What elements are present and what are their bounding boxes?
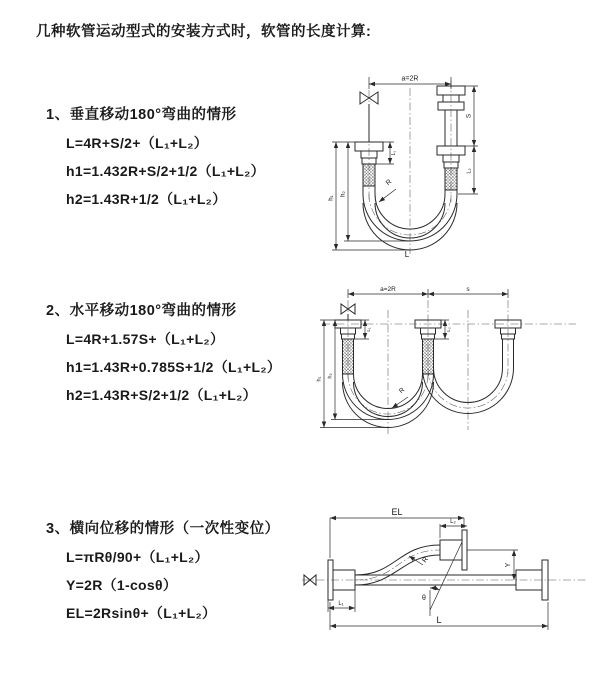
diagram-horizontal-180-bend — [308, 284, 588, 446]
dim-label-l1: L₁ — [367, 327, 372, 332]
dim-label-y: Y — [505, 562, 512, 568]
dim-label-l: L — [436, 615, 442, 625]
dim-label-h1: h₁ — [328, 195, 335, 201]
section-3-formula-EL: EL=2Rsinθ+（L₁+L₂） — [66, 605, 217, 621]
dim-label-h2: h₂ — [327, 373, 334, 379]
dim-label-l: L — [404, 250, 410, 258]
dim-label-l1: L₁ — [338, 601, 344, 607]
braided-hose-section — [423, 339, 434, 374]
dim-label-theta: θ — [422, 595, 426, 602]
dim-label-r: R — [384, 178, 394, 188]
dim-label-s: S — [465, 113, 473, 119]
section-3-heading: 3、横向位移的情形（一次性变位） — [46, 521, 280, 537]
dim-label-a2r: a=2R — [401, 75, 419, 83]
dim-label-s: s — [466, 286, 470, 293]
dim-label-l2: L₂ — [450, 519, 456, 525]
section-1-formula-h2: h2=1.43R+1/2（L₁+L₂） — [66, 191, 227, 207]
dim-label-l2: L₂ — [466, 168, 473, 174]
section-1-formula-h1: h1=1.432R+S/2+1/2（L₁+L₂） — [66, 163, 265, 179]
page-title: 几种软管运动型式的安装方式时，软管的长度计算: — [36, 24, 372, 40]
section-2-formula-h2: h2=1.43R+S/2+1/2（L₁+L₂） — [66, 387, 257, 403]
braided-hose-section — [343, 339, 354, 374]
diagram-vertical-180-bend — [312, 68, 577, 258]
section-2-formula-h1: h1=1.43R+0.785S+1/2（L₁+L₂） — [66, 359, 282, 375]
section-1-formula-L: L=4R+S/2+（L₁+L₂） — [66, 135, 209, 151]
dim-label-a2r: a=2R — [380, 286, 396, 293]
diagram-lateral-displacement — [298, 504, 590, 642]
section-3-formula-L: L=πRθ/90+（L₁+L₂） — [66, 549, 209, 565]
dim-label-h1: h₁ — [316, 376, 323, 382]
dim-label-h2: h₂ — [340, 191, 347, 197]
section-3-formula-Y: Y=2R（1-cosθ） — [66, 577, 178, 593]
section-1-heading: 1、垂直移动180°弯曲的情形 — [46, 107, 237, 123]
dim-label-r: R — [398, 386, 407, 396]
dim-label-el: EL — [391, 507, 403, 517]
dim-label-l1: L₁ — [391, 150, 397, 156]
braided-hose-section — [363, 164, 375, 186]
dim-label-r: R — [421, 556, 431, 565]
braided-hose-section — [445, 168, 457, 190]
section-2-formula-L: L=4R+1.57S+（L₁+L₂） — [66, 331, 225, 347]
section-2-heading: 2、水平移动180°弯曲的情形 — [46, 303, 237, 319]
dim-label-l2: L₂ — [447, 327, 452, 332]
